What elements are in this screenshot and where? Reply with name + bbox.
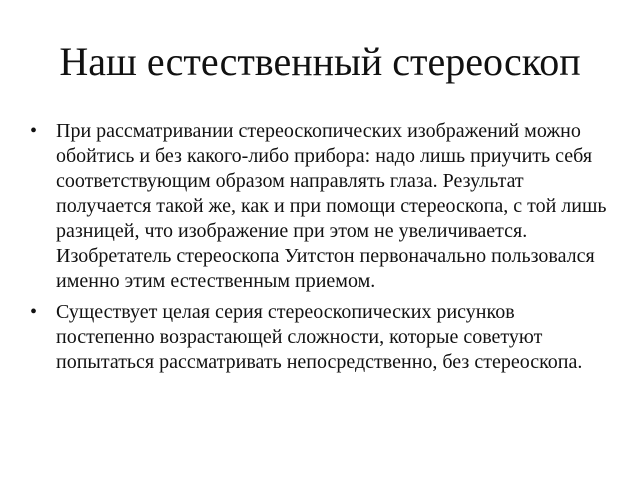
bullet-list: [30, 119, 616, 381]
bullet-text: Существует целая серия стереоскопических рисунков постепенно возрастающей сложности, которые советуют попытаться рассматривать непосредственно, без стереоскопа.: [56, 301, 583, 373]
bullet-item: [30, 300, 616, 375]
bullet-marker: •: [30, 120, 38, 142]
slide-title: Наш естественный стереоскоп: [59, 39, 581, 84]
bullet-marker: •: [30, 301, 38, 323]
bullet-text: При рассматривании стереоскопических изображений можно обойтись и без какого-либо прибора: надо лишь приучить себя соответствующим образом направлять глаза. Результат получается такой же, как и при помощи стереоскопа, с той лишь разницей, что изображение при этом не увеличивается. Изобретатель стереоскопа Уитстон первоначально пользовался именно этим естественным приемом.: [56, 120, 607, 292]
bullet-item: [30, 119, 616, 294]
